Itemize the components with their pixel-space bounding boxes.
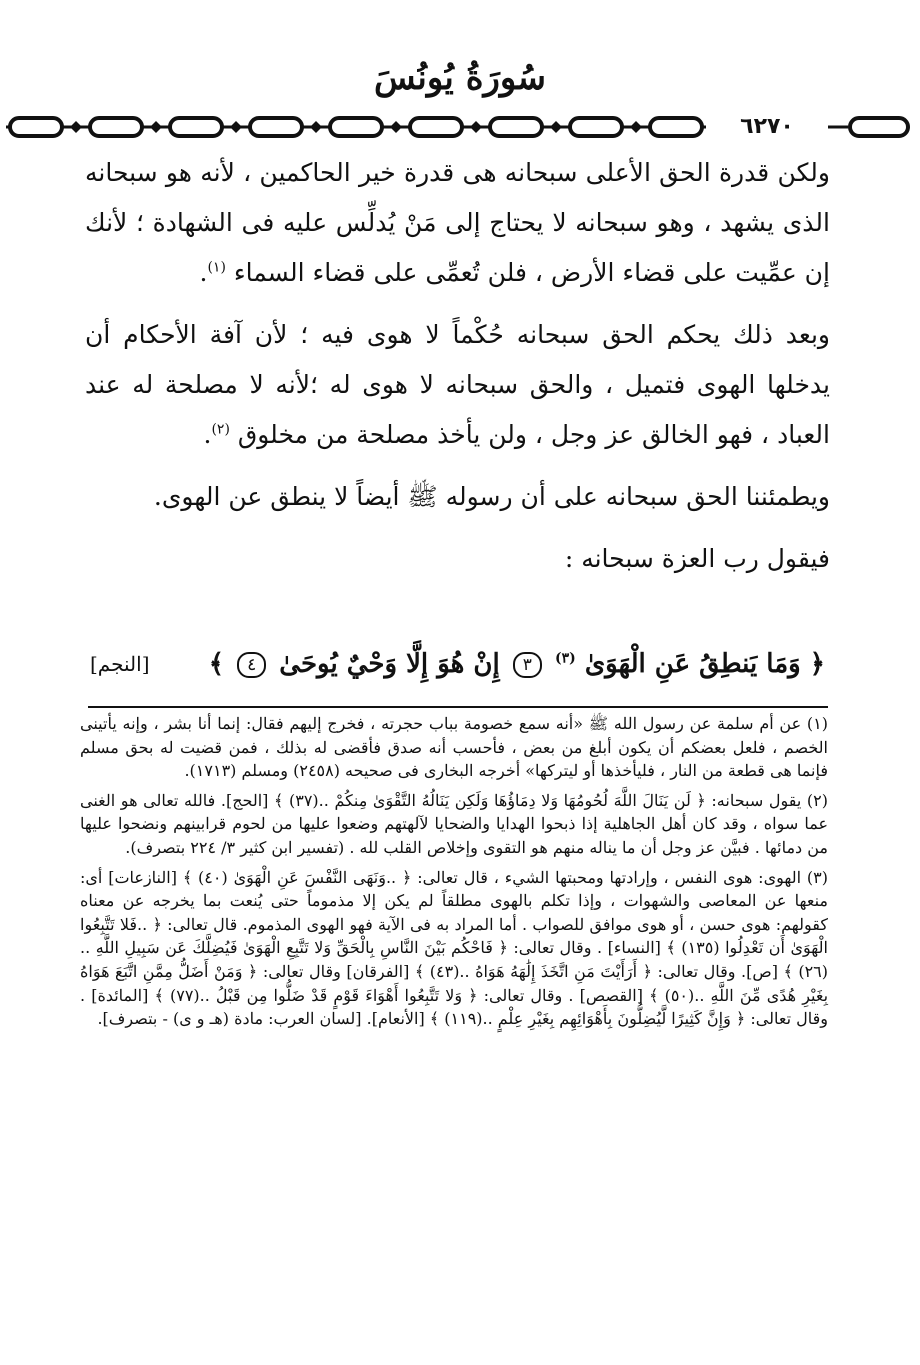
header-ornament-end: [828, 114, 914, 140]
verse-part-1: وَمَا يَنطِقُ عَنِ الْهَوَىٰ: [584, 649, 801, 679]
paragraph-text: ولكن قدرة الحق الأعلى سبحانه هى قدرة خير الحاكمين ، لأنه هو سبحانه الذى يشهد ، وهو سبحانه لا يحتاج إلى مَنْ يُدلِّس عليه فى الشهادة ؛ لأنك إن عمِّيت على قضاء الأرض ، فلن تُعمِّى على قضاء السماء: [85, 158, 830, 287]
surah-reference: [النجم]: [90, 652, 150, 676]
verse-number: ٣: [513, 652, 542, 678]
paragraph-text: وبعد ذلك يحكم الحق سبحانه حُكْماً لا هوى فيه ؛ لأن آفة الأحكام أن يدخلها الهوى فتميل ، والحق سبحانه لا هوى له ؛لأنه لا مصلحة له عند العباد ، فهو الخالق عز وجل ، ولن يأخذ مصلحة من مخلوق: [85, 320, 830, 449]
surah-title: سُورَةُ يُونُسَ: [374, 58, 546, 98]
verse-part-2: إِنْ هُوَ إِلَّا وَحْيٌ يُوحَىٰ: [279, 649, 500, 679]
footnote: (٢) يقول سبحانه: ﴿ لَن يَنَالَ اللَّهَ لُحُومُهَا وَلا دِمَاؤُهَا وَلَكِن يَنَالُهُ التَّقْوَىٰ مِنكُمْ ..(٣٧) ﴾ [الحج]. فالله تعالى هو الغنى عما سواه ، وقد كان أهل الجاهلية إذا ذبحوا الهدايا والضحايا لآلهتهم وضعوا عليها من لحوم قرابينهم ونضحوا عليها من دمائها . فبيَّن عز وجل أن ما يناله منهم هو التقوى وإخلاص القلب لله . (تفسير ابن كثير ٣/ ٢٢٤ بتصرف).: [80, 790, 828, 857]
paragraph: [85, 148, 830, 298]
footnote-divider: [88, 706, 828, 708]
paragraph-text: ويطمئننا الحق سبحانه على أن رسوله ﷺ أيضاً لا ينطق عن الهوى.: [153, 482, 830, 511]
footnotes: [80, 712, 828, 1037]
footnote-ref: (١): [207, 259, 226, 276]
page-number: ٦٢٧٠: [740, 114, 794, 139]
quran-verse: [90, 636, 825, 692]
verse-number: ٤: [237, 652, 266, 678]
paragraph: [85, 534, 830, 584]
verse-open-bracket: ﴿: [809, 649, 825, 679]
paragraph-text: فيقول رب العزة سبحانه :: [564, 544, 830, 573]
header-ornament-border: [6, 112, 706, 142]
footnote: (١) عن أم سلمة عن رسول الله ﷺ «أنه سمع خصومة بباب حجرته ، فخرج إليهم فقال: إنما أنا بشر ، وإنه يأتينى الخصم ، فلعل بعضكم أن يكون أبلغ من بعض ، فأحسب أنه صدق فأقضى له بذلك ، فمن قضيت له بحق مسلم فإنما هى قطعة من النار ، فليأخذها أو ليتركها» أخرجه البخارى فى صحيحه (٢٤٥٨) ومسلم (١٧١٣).: [80, 714, 829, 781]
verse-text: [209, 636, 825, 692]
verse-close-bracket: ﴾: [208, 649, 225, 679]
footnote: (٣) الهوى: هوى النفس ، وإرادتها ومحبتها الشيء ، قال تعالى: ﴿ ..وَنَهَى النَّفْسَ عَنِ الْهَوَىٰ (٤٠) ﴾ [النازعات] أى: منعها عن المعاصى والشهوات ، وإذا تكلم بالهوى مطلقاً لم يكن إلا مذموماً حتى يُنعت بما يخرجه عن معناه كقولهم: هوى حسن ، أو هوى موافق للصواب . أما المراد به فى الآية فهو الهوى المذموم. قال تعالى: ﴿ ..فَلا تَتَّبِعُوا الْهَوَىٰ أَن تَعْدِلُوا (١٣٥) ﴾ [النساء] . وقال تعالى: ﴿ فَاحْكُم بَيْنَ النَّاسِ بِالْحَقِّ وَلا تَتَّبِعِ الْهَوَىٰ فَيُضِلَّكَ عَن سَبِيلِ اللَّهِ ..(٢٦) ﴾ [ص]. وقال تعالى: ﴿ أَرَأَيْتَ مَنِ اتَّخَذَ إِلَٰهَهُ هَوَاهُ ..(٤٣) ﴾ [الفرقان] وقال تعالى: ﴿ وَمَنْ أَضَلُّ مِمَّنِ اتَّبَعَ هَوَاهُ بِغَيْرِ هُدًى مِّنَ اللَّهِ ..(٥٠) ﴾ [القصص] . وقال تعالى: ﴿ وَلا تَتَّبِعُوا أَهْوَاءَ قَوْمٍ قَدْ ضَلُّوا مِن قَبْلُ ..(٧٧) ﴾ [المائدة] . وقال تعالى: ﴿ وَإِنَّ كَثِيرًا لَّيُضِلُّونَ بِأَهْوَائِهِم بِغَيْرِ عِلْمٍ ..(١١٩) ﴾ [الأنعام]. [لسان العرب: مادة (هـ و ى) - بتصرف].: [80, 867, 829, 1029]
paragraph: [85, 472, 830, 522]
paragraph-end: .: [199, 258, 208, 287]
paragraph-end: .: [203, 420, 212, 449]
footnote-ref: (٣): [554, 650, 576, 667]
footnote-ref: (٢): [211, 421, 230, 438]
paragraph: [85, 310, 830, 460]
main-text: [85, 148, 830, 584]
